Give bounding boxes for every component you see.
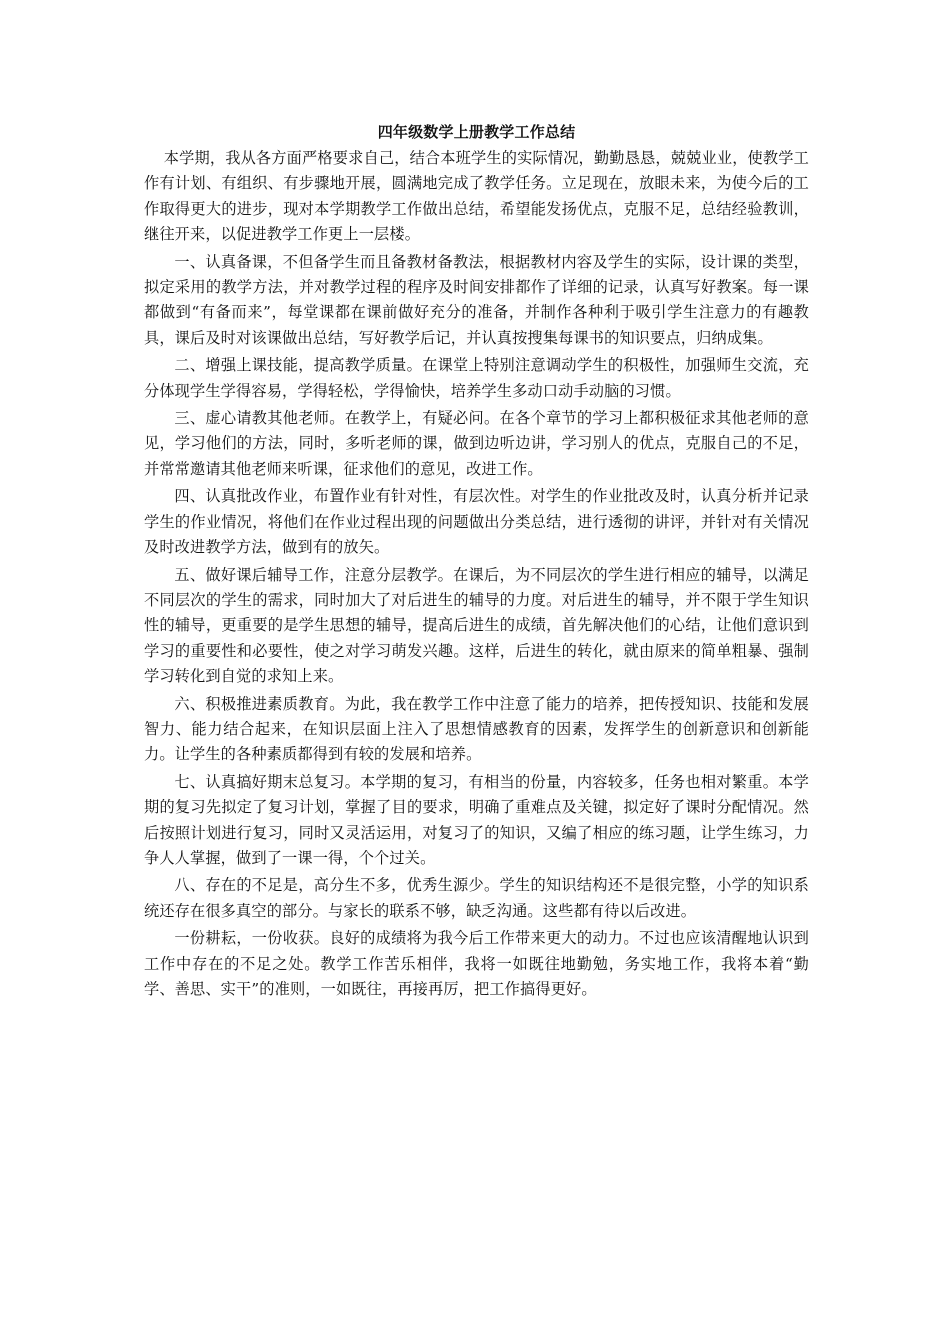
- document-page: [144, 120, 809, 1004]
- paragraph-5-tutoring: 五、做好课后辅导工作，注意分层教学。在课后，为不同层次的学生进行相应的辅导，以满足不同层次的学生的需求，同时加大了对后进生的辅导的力度。对后进生的辅导，并不限于学生知识性的辅导，更重要的是学生思想的辅导，提高后进生的成绩，首先解决他们的心结，让他们意识到学习的重要性和必要性，使之对学习萌发兴趣。这样，后进生的转化，就由原来的简单粗暴、强制学习转化到自觉的求知上来。: [144, 565, 809, 686]
- paragraph-conclusion: 一份耕耘，一份收获。良好的成绩将为我今后工作带来更大的动力。不过也应该清醒地认识到工作中存在的不足之处。教学工作苦乐相伴，我将一如既往地勤勉，务实地工作，我将本着“勤学、善思、实干”的准则，一如既往，再接再厉，把工作搞得更好。: [144, 929, 809, 998]
- document-title: 四年级数学上册教学工作总结: [377, 123, 576, 141]
- paragraph-2-teaching-skills: 二、增强上课技能，提高教学质量。在课堂上特别注意调动学生的积极性，加强师生交流，充分体现学生学得容易，学得轻松，学得愉快，培养学生多动口动手动脑的习惯。: [144, 356, 809, 400]
- paragraph-4-homework: 四、认真批改作业，布置作业有针对性，有层次性。对学生的作业批改及时，认真分析并记录学生的作业情况，将他们在作业过程出现的问题做出分类总结，进行透彻的讲评，并针对有关情况及时改进教学方法，做到有的放矢。: [144, 487, 809, 557]
- paragraph-7-final-review: 七、认真搞好期末总复习。本学期的复习，有相当的份量，内容较多，任务也相对繁重。本学期的复习先拟定了复习计划，掌握了目的要求，明确了重难点及关键，拟定好了课时分配情况。然后按照计划进行复习，同时又灵活运用，对复习了的知识，又编了相应的练习题，让学生练习，力争人人掌握，做到了一课一得，个个过关。: [144, 772, 809, 867]
- paragraph-3-consult-teachers: 三、虚心请教其他老师。在教学上，有疑必问。在各个章节的学习上都积极征求其他老师的意见，学习他们的方法，同时，多听老师的课，做到边听边讲，学习别人的优点，克服自己的不足，并常常邀请其他老师来听课，征求他们的意见，改进工作。: [144, 409, 809, 478]
- paragraph-8-shortcomings: 八、存在的不足是，高分生不多，优秀生源少。学生的知识结构还不是很完整，小学的知识系统还存在很多真空的部分。与家长的联系不够，缺乏沟通。这些都有待以后改进。: [144, 876, 809, 920]
- paragraph-1-lesson-prep: 一、认真备课，不但备学生而且备教材备教法，根据教材内容及学生的实际，设计课的类型，拟定采用的教学方法，并对教学过程的程序及时间安排都作了详细的记录，认真写好教案。每一课都做到“有备而来”，每堂课都在课前做好充分的准备，并制作各种利于吸引学生注意力的有趣教具，课后及时对该课做出总结，写好教学后记，并认真按搜集每课书的知识要点，归纳成集。: [144, 252, 809, 347]
- paragraph-6-quality-education: 六、积极推进素质教育。为此，我在教学工作中注意了能力的培养，把传授知识、技能和发展智力、能力结合起来，在知识层面上注入了思想情感教育的因素，发挥学生的创新意识和创新能力。让学生的各种素质都得到有较的发展和培养。: [144, 694, 809, 764]
- paragraph-intro: 本学期，我从各方面严格要求自己，结合本班学生的实际情况，勤勤恳恳，兢兢业业，使教学工作有计划、有组织、有步骤地开展，圆满地完成了教学任务。立足现在，放眼未来，为使今后的工作取得更大的进步，现对本学期教学工作做出总结，希望能发扬优点，克服不足，总结经验教训，继往开来，以促进教学工作更上一层楼。: [144, 149, 809, 244]
